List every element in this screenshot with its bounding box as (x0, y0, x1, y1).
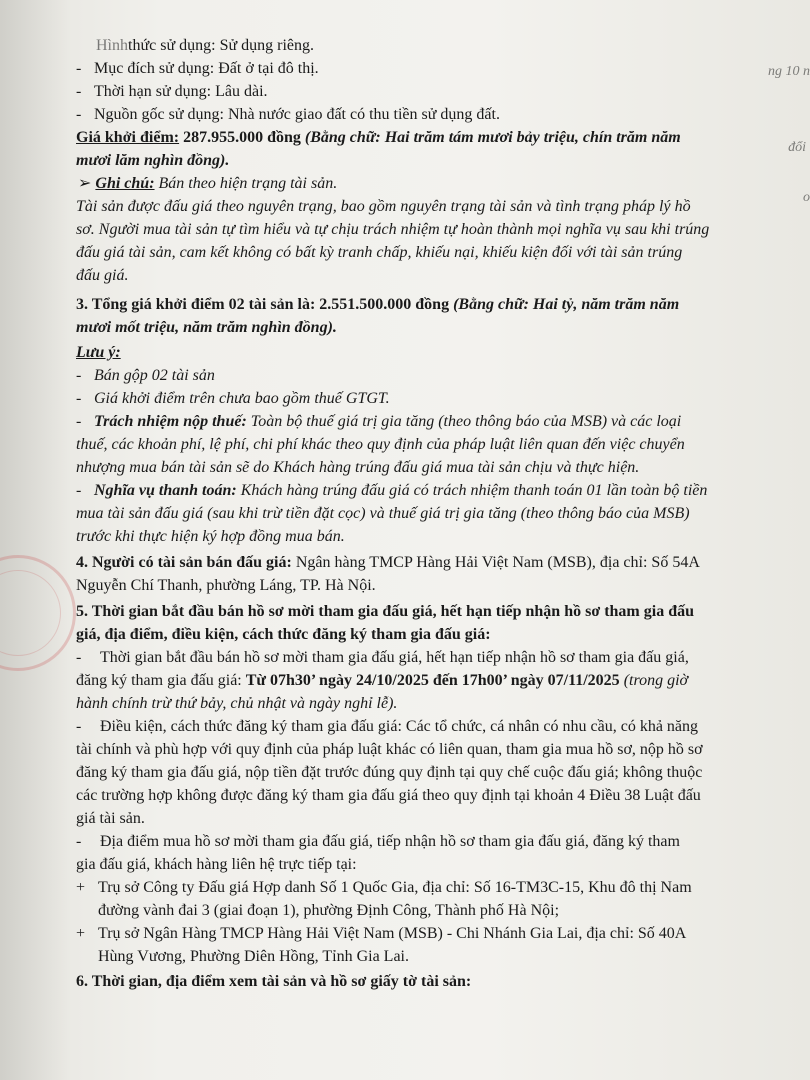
bleed-through-text: o (803, 190, 810, 205)
list-item: - Trách nhiệm nộp thuế: Toàn bộ thuế giá trị gia tăng (theo thông báo của MSB) và các loại (76, 413, 682, 430)
text-line: thuế, các khoản phí, lệ phí, chi phí khác theo quy định của pháp luật liên quan đến việc chuyển (76, 436, 685, 453)
list-item: - Mục đích sử dụng: Đất ở tại đô thị. (76, 60, 319, 77)
section-heading: 5. Thời gian bắt đầu bán hồ sơ mời tham gia đấu giá, hết hạn tiếp nhận hồ sơ tham gia đấu (76, 603, 694, 620)
text-line: hành chính trừ thứ bảy, chủ nhật và ngày nghỉ lễ). (76, 695, 398, 712)
section-heading: 6. Thời gian, địa điểm xem tài sản và hồ sơ giấy tờ tài sản: (76, 973, 472, 990)
text-line: sơ. Người mua tài sản tự tìm hiểu và tự chịu trách nhiệm tự hoàn thành mọi nghĩa vụ sau khi trúng (76, 221, 710, 238)
list-item: + Trụ sở Công ty Đấu giá Hợp danh Số 1 Quốc Gia, địa chỉ: Số 16-TM3C-15, Khu đô thị Nam (76, 879, 692, 896)
list-item: + Trụ sở Ngân Hàng TMCP Hàng Hải Việt Nam (MSB) - Chi Nhánh Gia Lai, địa chỉ: Số 40A (76, 925, 687, 942)
text-line: tài chính và phù hợp với quy định của pháp luật khác có liên quan, tham gia mua hồ sơ, nộp hồ sơ (76, 741, 703, 758)
text-line: nhượng mua bán tài sản sẽ do Khách hàng trúng đấu giá mua tài sản chịu và thực hiện. (76, 459, 640, 476)
list-item: - Thời gian bắt đầu bán hồ sơ mời tham gia đấu giá, hết hạn tiếp nhận hồ sơ tham gia đấu giá, (76, 649, 689, 666)
page-shadow (0, 0, 70, 1080)
section-heading: 3. Tổng giá khởi điểm 02 tài sản là: 2.551.500.000 đồng (Bằng chữ: Hai tỷ, năm trăm năm (76, 296, 680, 313)
text-line: Nguyễn Chí Thanh, phường Láng, TP. Hà Nội. (76, 577, 376, 594)
list-item: - Nghĩa vụ thanh toán: Khách hàng trúng đấu giá có trách nhiệm thanh toán 01 lần toàn bộ tiền (76, 482, 708, 499)
text-line: đăng ký tham gia đấu giá, nộp tiền đặt trước đúng quy định tại quy chế cuộc đấu giá; không thuộc (76, 764, 703, 781)
note-heading: Lưu ý: (76, 344, 121, 361)
bleed-through-text: đổi (788, 140, 806, 155)
text-line: mươi mốt triệu, năm trăm nghìn đồng). (76, 319, 337, 336)
list-item: - Điều kiện, cách thức đăng ký tham gia đấu giá: Các tổ chức, cá nhân có nhu cầu, có khả năng (76, 718, 699, 735)
text-line: đăng ký tham gia đấu giá: Từ 07h30’ ngày 24/10/2025 đến 17h00’ ngày 07/11/2025 (trong giờ (76, 672, 689, 689)
text-line: giá tài sản. (76, 810, 145, 827)
list-item: - Giá khởi điểm trên chưa bao gồm thuế GTGT. (76, 390, 390, 407)
text-line: mua tài sản đấu giá (sau khi trừ tiền đặt cọc) và thuế giá trị gia tăng (theo thông báo của MSB) (76, 505, 690, 522)
list-item: - Bán gộp 02 tài sản (76, 367, 215, 384)
bleed-through-text: ng 10 n (768, 64, 810, 79)
text-line: gia đấu giá, khách hàng liên hệ trực tiếp tại: (76, 856, 357, 873)
text-line: đấu giá. (76, 267, 129, 284)
list-item: - Thời hạn sử dụng: Lâu dài. (76, 83, 268, 100)
arrow-bullet-icon: ➢ (78, 175, 92, 192)
text-line: mươi lăm nghìn đồng). (76, 152, 230, 169)
section-heading: 4. Người có tài sản bán đấu giá: Ngân hàng TMCP Hàng Hải Việt Nam (MSB), địa chỉ: Số 54A (76, 554, 700, 571)
list-item: - Nguồn gốc sử dụng: Nhà nước giao đất có thu tiền sử dụng đất. (76, 106, 500, 123)
list-item: - Địa điểm mua hồ sơ mời tham gia đấu giá, tiếp nhận hồ sơ tham gia đấu giá, đăng ký tham (76, 833, 680, 850)
text-line: Hìnhthức sử dụng: Sử dụng riêng. (96, 37, 315, 54)
document-body (76, 34, 770, 993)
section-heading: giá, địa điểm, điều kiện, cách thức đăng ký tham gia đấu giá: (76, 626, 491, 643)
text-line: các trường hợp không được đăng ký tham gia đấu giá theo quy định tại khoản 4 Điều 38 Luật đấu (76, 787, 701, 804)
note-line: ➢ Ghi chú: Bán theo hiện trạng tài sản. (78, 175, 338, 192)
text-line: Tài sản được đấu giá theo nguyên trạng, bao gồm nguyên trạng tài sản và tình trạng pháp lý hồ (76, 198, 691, 215)
text-line: đường vành đai 3 (giai đoạn 1), phường Định Công, Thành phố Hà Nội; (98, 902, 560, 919)
starting-price-line: Giá khởi điểm: 287.955.000 đồng (Bằng chữ: Hai trăm tám mươi bảy triệu, chín trăm năm (76, 129, 681, 146)
text-line: đấu giá tài sản, cam kết không có bất kỳ tranh chấp, khiếu nại, khiếu kiện đối với tài sản trúng (76, 244, 683, 261)
text-line: trước khi thực hiện ký hợp đồng mua bán. (76, 528, 345, 545)
text-line: Hùng Vương, Phường Diên Hồng, Tỉnh Gia Lai. (98, 948, 409, 965)
